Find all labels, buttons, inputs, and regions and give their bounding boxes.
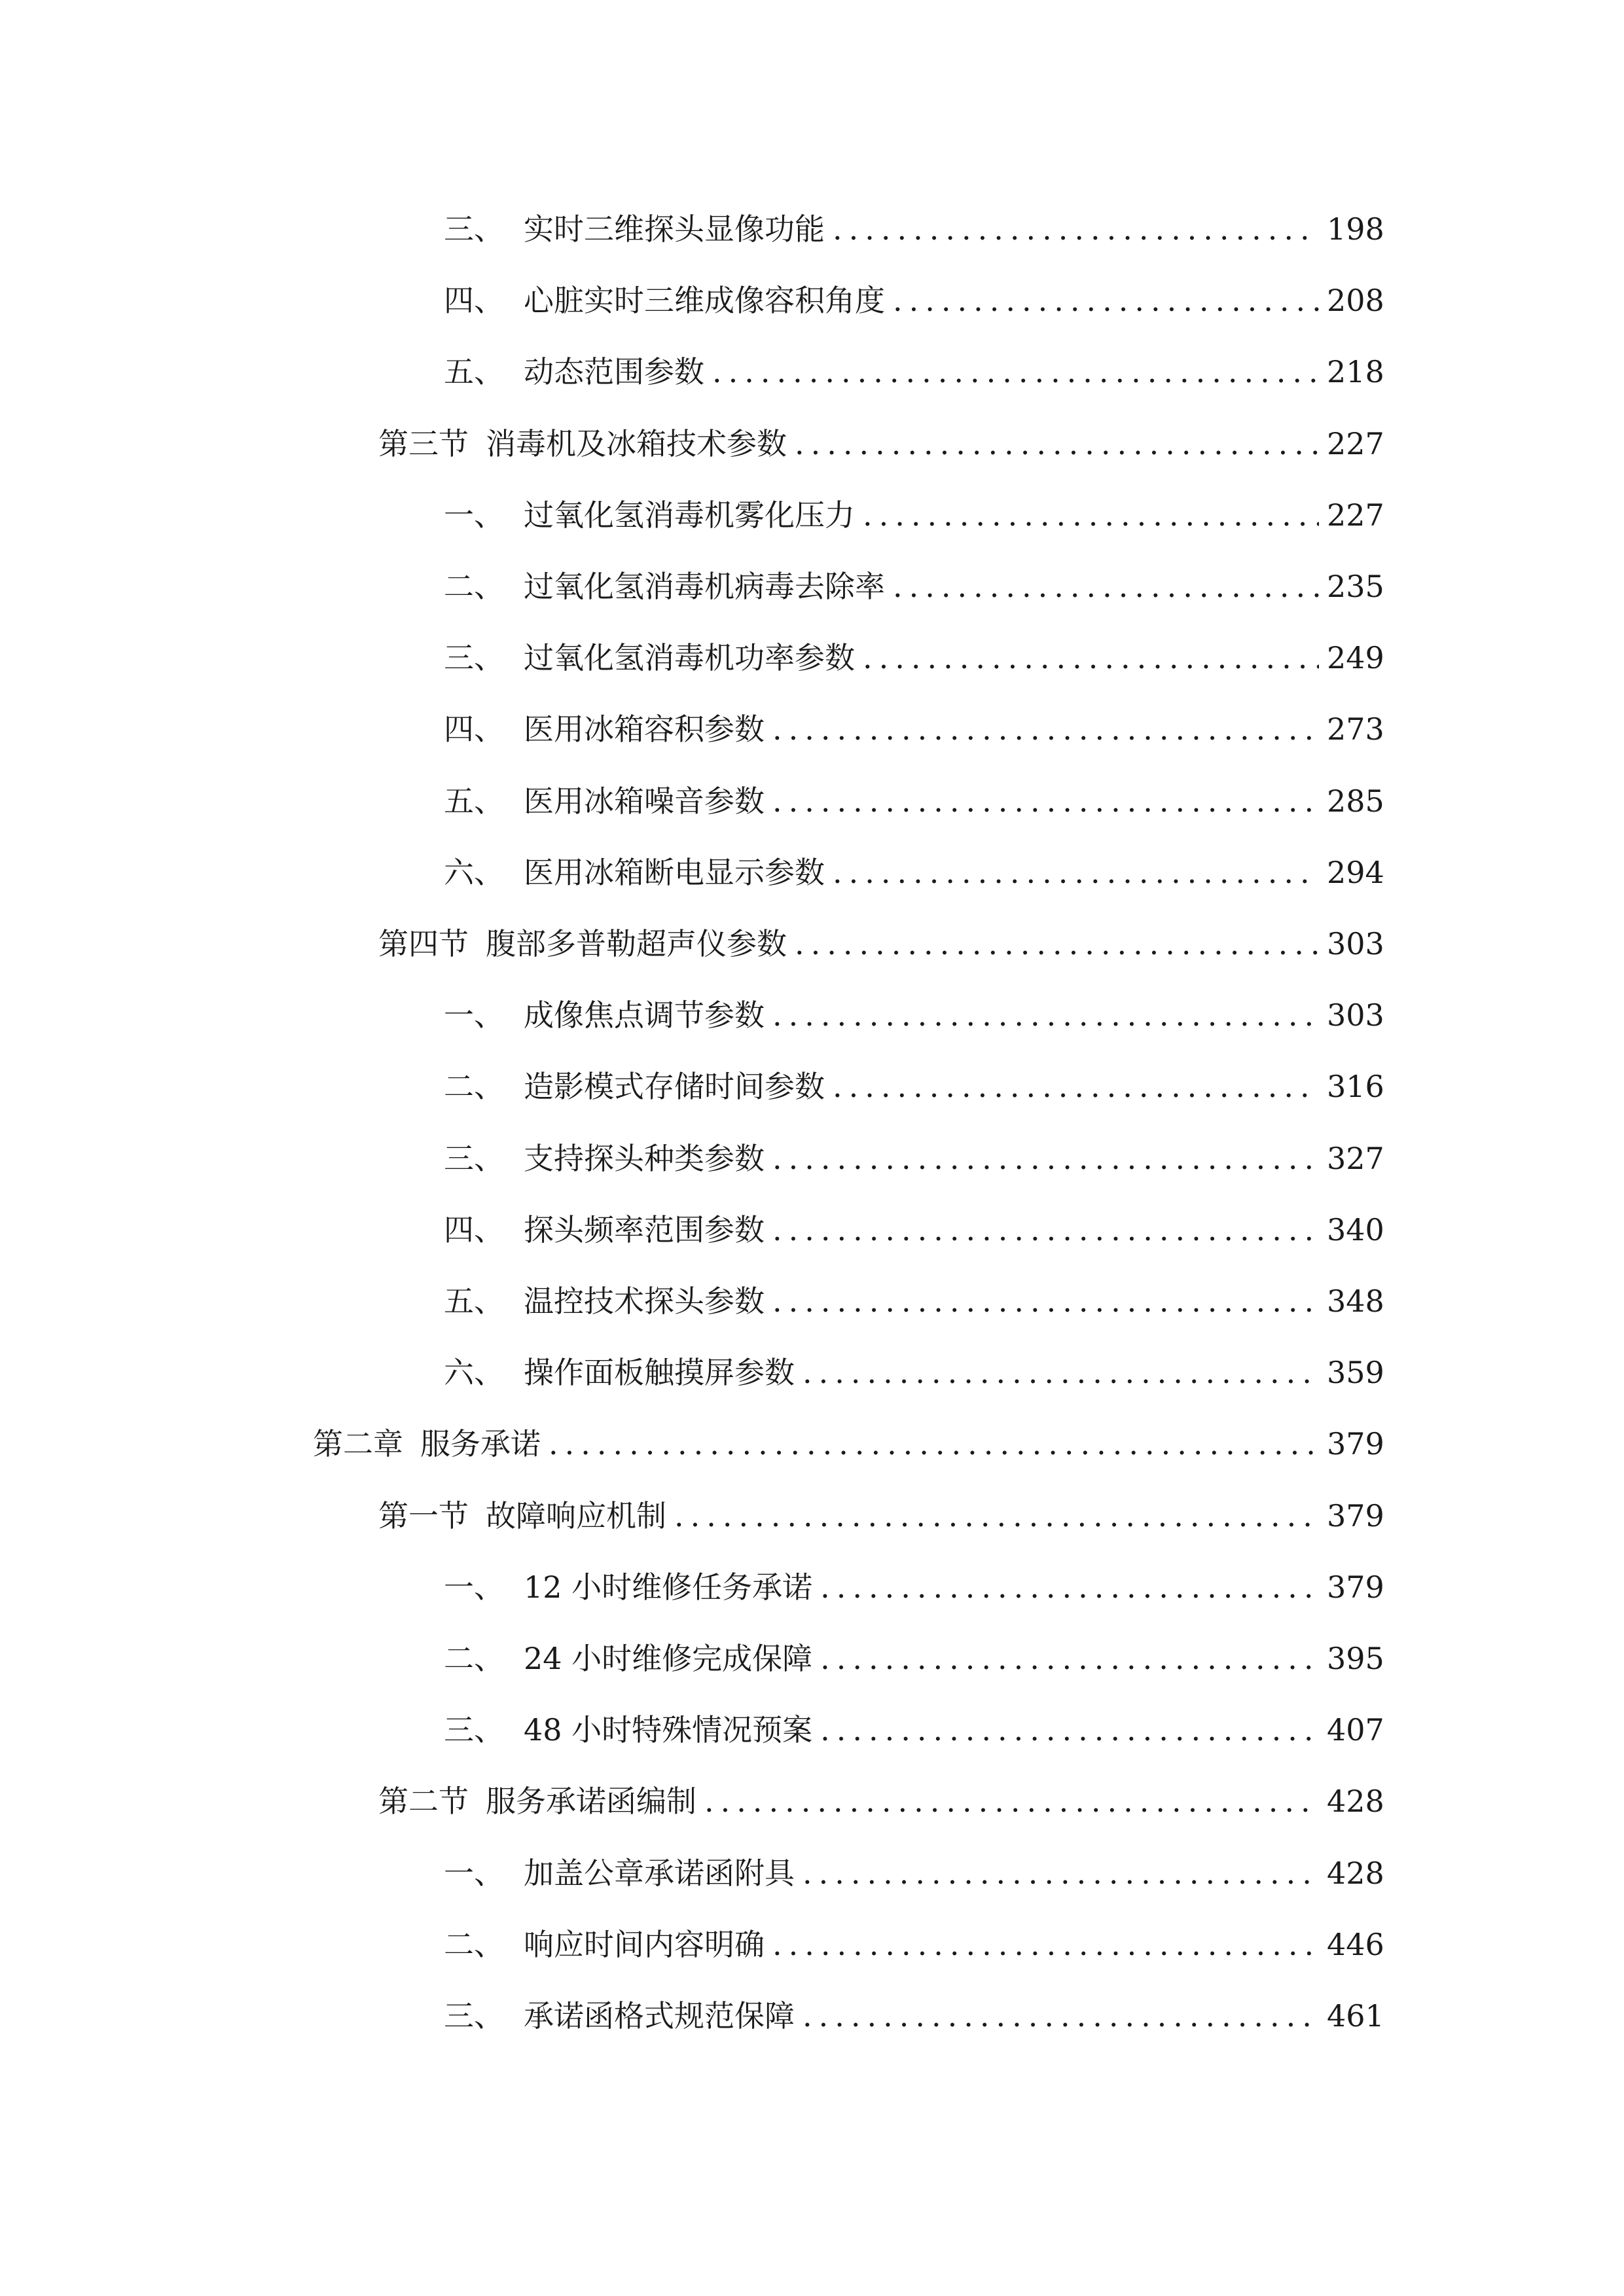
toc-entry[interactable]: [444, 853, 1382, 892]
toc-dot-leader: [833, 209, 1319, 249]
toc-entry-title: 24 小时维修完成保障: [524, 1641, 813, 1676]
toc-dot-leader: [772, 1139, 1319, 1178]
toc-entry-title: 操作面板触摸屏参数: [524, 1355, 795, 1390]
toc-entry-title: 48 小时特殊情况预案: [524, 1712, 813, 1748]
toc-entry-number: 三、: [444, 1712, 504, 1748]
toc-entry-number: 一、: [444, 1856, 504, 1891]
toc-entry-number: 第四节: [378, 926, 469, 961]
toc-entry-number: 五、: [444, 354, 504, 389]
toc-entry-number: 一、: [444, 497, 504, 533]
toc-entry-page-number: 379: [1327, 1426, 1384, 1462]
toc-entry-page-number: 348: [1327, 1283, 1384, 1319]
toc-entry-title: 消毒机及冰箱技术参数: [486, 426, 787, 461]
toc-entry-number: 五、: [444, 1283, 504, 1319]
toc-entry[interactable]: [444, 1854, 1382, 1893]
toc-entry-page-number: 379: [1327, 1570, 1384, 1605]
toc-dot-leader: [772, 781, 1319, 821]
toc-entry-page-number: 395: [1327, 1641, 1384, 1676]
toc-entry[interactable]: [444, 352, 1382, 391]
toc-entry-page-number: 407: [1327, 1712, 1384, 1748]
toc-entry-title: 服务承诺函编制: [486, 1784, 696, 1819]
toc-entry-number: 第三节: [378, 426, 469, 461]
toc-entry[interactable]: [378, 1782, 1382, 1821]
toc-entry[interactable]: [444, 781, 1382, 821]
toc-entry[interactable]: [444, 209, 1382, 249]
toc-entry-number: 一、: [444, 1570, 504, 1605]
toc-entry-page-number: 428: [1327, 1856, 1384, 1891]
toc-entry-title: 腹部多普勒超声仪参数: [486, 926, 787, 961]
toc-entry-title: 成像焦点调节参数: [524, 997, 765, 1033]
toc-dot-leader: [803, 1996, 1319, 2036]
toc-entry-number: 五、: [444, 783, 504, 819]
toc-dot-leader: [803, 1854, 1319, 1893]
toc-entry-number: 二、: [444, 1069, 504, 1104]
toc-entry-number: 六、: [444, 855, 504, 890]
toc-entry-title: 支持探头种类参数: [524, 1141, 765, 1176]
toc-entry-number: 三、: [444, 1141, 504, 1176]
toc-entry-number: 二、: [444, 1641, 504, 1676]
toc-dot-leader: [820, 1639, 1319, 1678]
toc-dot-leader: [549, 1424, 1319, 1463]
toc-entry-number: 第二章: [313, 1426, 403, 1462]
toc-entry-title: 心脏实时三维成像容积角度: [524, 283, 885, 318]
toc-entry-number: 四、: [444, 283, 504, 318]
toc-entry-number: 四、: [444, 711, 504, 747]
toc-entry-number: 一、: [444, 997, 504, 1033]
toc-entry-title: 医用冰箱容积参数: [524, 711, 765, 747]
toc-entry-page-number: 285: [1327, 783, 1384, 819]
toc-dot-leader: [772, 1210, 1319, 1249]
toc-entry-page-number: 235: [1327, 569, 1384, 604]
toc-dot-leader: [772, 996, 1319, 1035]
toc-entry-page-number: 446: [1327, 1927, 1384, 1962]
toc-entry-title: 过氧化氢消毒机雾化压力: [524, 497, 855, 533]
toc-entry[interactable]: [444, 281, 1382, 320]
toc-dot-leader: [795, 924, 1319, 963]
toc-entry-number: 四、: [444, 1212, 504, 1247]
toc-entry-title: 12 小时维修任务承诺: [524, 1570, 813, 1605]
toc-entry-page-number: 359: [1327, 1355, 1384, 1390]
toc-entry-page-number: 273: [1327, 711, 1384, 747]
toc-entry[interactable]: [444, 1139, 1382, 1178]
toc-dot-leader: [704, 1782, 1319, 1821]
toc-entry-page-number: 227: [1327, 426, 1384, 461]
toc-entry-page-number: 428: [1327, 1784, 1384, 1819]
toc-entry[interactable]: [444, 1996, 1382, 2036]
toc-dot-leader: [795, 424, 1319, 463]
toc-entry-page-number: 327: [1327, 1141, 1384, 1176]
toc-dot-leader: [772, 1925, 1319, 1964]
toc-entry[interactable]: [444, 1925, 1382, 1964]
toc-dot-leader: [893, 567, 1319, 606]
toc-entry[interactable]: [444, 709, 1382, 749]
toc-entry[interactable]: [444, 1568, 1382, 1607]
toc-entry[interactable]: [444, 567, 1382, 606]
toc-entry-number: 六、: [444, 1355, 504, 1390]
toc-entry-page-number: 198: [1327, 211, 1384, 247]
toc-entry-title: 医用冰箱噪音参数: [524, 783, 765, 819]
toc-dot-leader: [820, 1710, 1319, 1749]
toc-entry-title: 故障响应机制: [486, 1498, 666, 1534]
toc-entry[interactable]: [444, 1639, 1382, 1678]
toc-entry-title: 加盖公章承诺函附具: [524, 1856, 795, 1891]
toc-dot-leader: [833, 1067, 1319, 1106]
toc-dot-leader: [772, 709, 1319, 749]
toc-entry-title: 探头频率范围参数: [524, 1212, 765, 1247]
toc-dot-leader: [820, 1568, 1319, 1607]
toc-entry-number: 第二节: [378, 1784, 469, 1819]
toc-dot-leader: [712, 352, 1319, 391]
toc-entry-number: 二、: [444, 1927, 504, 1962]
toc-entry-title: 服务承诺: [420, 1426, 541, 1462]
toc-dot-leader: [833, 853, 1319, 892]
toc-entry[interactable]: [444, 1353, 1382, 1392]
toc-entry-page-number: 208: [1327, 283, 1384, 318]
toc-entry[interactable]: [378, 1496, 1382, 1535]
toc-entry[interactable]: [444, 1282, 1382, 1321]
toc-entry-page-number: 227: [1327, 497, 1384, 533]
toc-entry[interactable]: [444, 495, 1382, 535]
toc-entry[interactable]: [378, 924, 1382, 963]
toc-entry-page-number: 218: [1327, 354, 1384, 389]
toc-entry-number: 第一节: [378, 1498, 469, 1534]
toc-entry[interactable]: [313, 1424, 1382, 1463]
toc-entry-title: 承诺函格式规范保障: [524, 1998, 795, 2034]
toc-entry-title: 响应时间内容明确: [524, 1927, 765, 1962]
toc-entry[interactable]: [444, 1710, 1382, 1749]
toc-entry-title: 动态范围参数: [524, 354, 704, 389]
toc-entry-title: 过氧化氢消毒机病毒去除率: [524, 569, 885, 604]
toc-entry-number: 三、: [444, 640, 504, 675]
toc-entry-number: 三、: [444, 211, 504, 247]
toc-entry-title: 实时三维探头显像功能: [524, 211, 825, 247]
toc-dot-leader: [803, 1353, 1319, 1392]
toc-entry-page-number: 303: [1327, 997, 1384, 1033]
toc-entry-page-number: 316: [1327, 1069, 1384, 1104]
toc-entry[interactable]: [444, 1067, 1382, 1106]
toc-entry[interactable]: [378, 424, 1382, 463]
toc-entry-page-number: 294: [1327, 855, 1384, 890]
toc-entry-title: 造影模式存储时间参数: [524, 1069, 825, 1104]
toc-entry-page-number: 461: [1327, 1998, 1384, 2034]
toc-entry-page-number: 249: [1327, 640, 1384, 675]
toc-entry[interactable]: [444, 1210, 1382, 1249]
toc-entry-number: 二、: [444, 569, 504, 604]
toc-dot-leader: [674, 1496, 1319, 1535]
toc-entry-page-number: 379: [1327, 1498, 1384, 1534]
toc-entry-title: 温控技术探头参数: [524, 1283, 765, 1319]
toc-entry-page-number: 303: [1327, 926, 1384, 961]
toc-entry-page-number: 340: [1327, 1212, 1384, 1247]
toc-entry-title: 医用冰箱断电显示参数: [524, 855, 825, 890]
toc-entry-number: 三、: [444, 1998, 504, 2034]
toc-entry-title: 过氧化氢消毒机功率参数: [524, 640, 855, 675]
toc-dot-leader: [863, 638, 1319, 677]
toc-dot-leader: [863, 495, 1319, 535]
toc-entry[interactable]: [444, 996, 1382, 1035]
toc-dot-leader: [772, 1282, 1319, 1321]
toc-entry[interactable]: [444, 638, 1382, 677]
toc-dot-leader: [893, 281, 1319, 320]
